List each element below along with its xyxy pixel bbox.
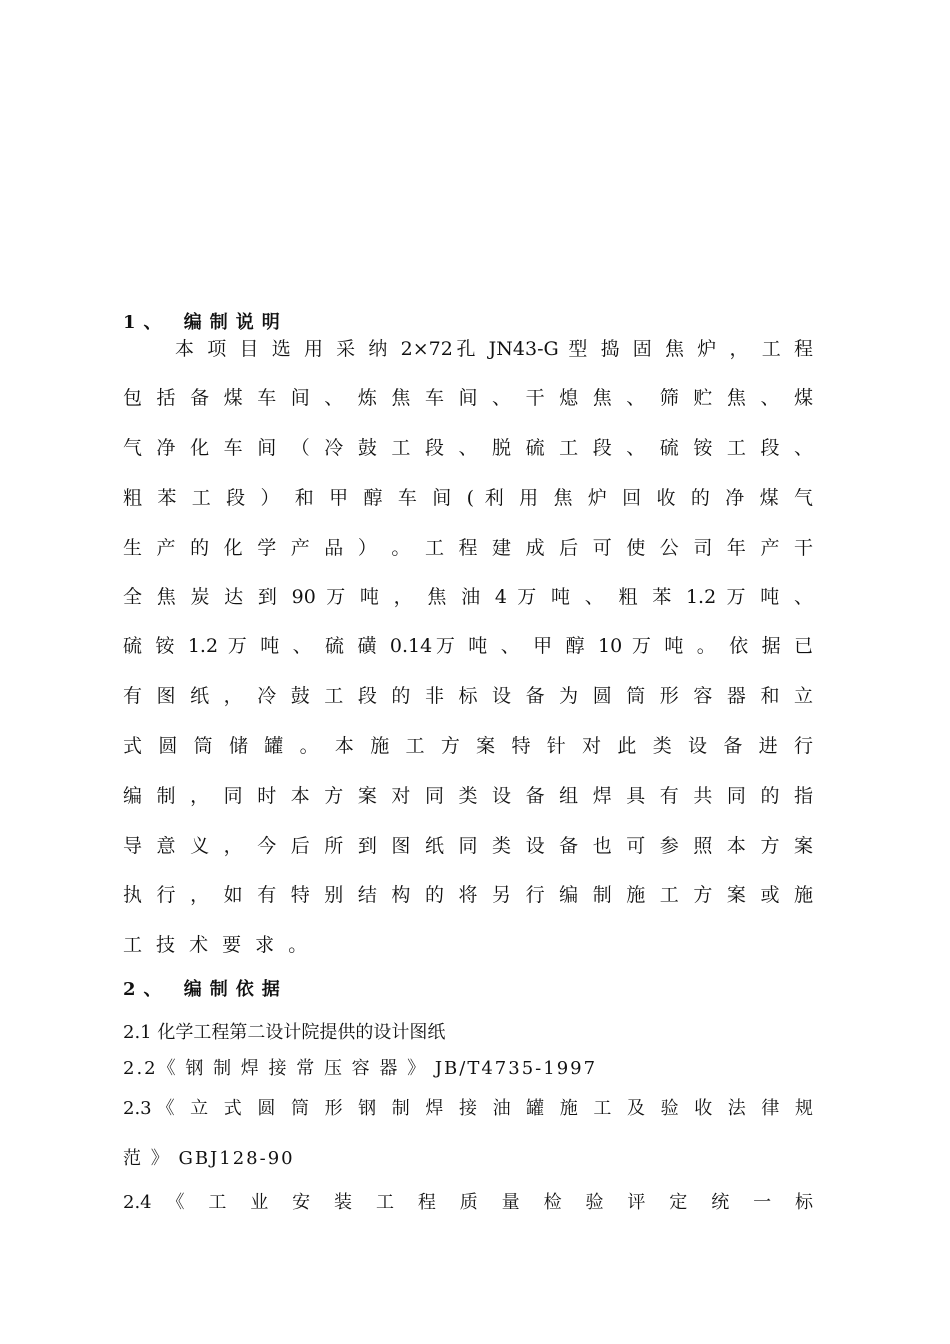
paragraph-line: 工 技 术 要 求 。 [123,934,312,956]
paragraph-line: 生 产 的 化 学 产 品 ） 。 工 程 建 成 后 可 使 公 司 年 产 干 [123,537,813,559]
paragraph-line: 粗 苯 工 段 ） 和 甲 醇 车 间 ( 利 用 焦 炉 回 收 的 净 煤 气 [123,487,813,509]
reference-item: 2.4 《 工 业 安 装 工 程 质 量 检 验 评 定 统 一 标 [123,1192,813,1213]
paragraph-line: 全 焦 炭 达 到 90 万 吨 ， 焦 油 4 万 吨 、 粗 苯 1.2 万 吨 、 [123,586,813,608]
reference-item: 2.1 化学工程第二设计院提供的设计图纸 [123,1022,446,1043]
paragraph-line: 硫 铵 1.2 万 吨 、 硫 磺 0.14万 吨 、 甲 醇 10 万 吨 。 依 据 已 [123,635,813,657]
paragraph-line: 式 圆 筒 储 罐 。 本 施 工 方 案 特 针 对 此 类 设 备 进 行 [123,735,813,757]
paragraph-line: 本 项 目 选 用 采 纳 2×72孔 JN43-G 型 捣 固 焦 炉 ， 工 程 [175,338,813,360]
paragraph-line: 气 净 化 车 间 （ 冷 鼓 工 段 、 脱 硫 工 段 、 硫 铵 工 段 、 [123,437,813,459]
reference-item: 范 》 GBJ128-90 [123,1148,295,1169]
reference-item: 2.2《 钢 制 焊 接 常 压 容 器 》 JB/T4735-1997 [123,1058,598,1079]
paragraph-line: 编 制 ， 同 时 本 方 案 对 同 类 设 备 组 焊 具 有 共 同 的 指 [123,785,813,807]
section-2-heading: 2、 编制依据 [123,979,288,1000]
reference-item: 2.3《 立 式 圆 筒 形 钢 制 焊 接 油 罐 施 工 及 验 收 法 律 规 [123,1098,813,1119]
paragraph-line: 导 意 义 ， 今 后 所 到 图 纸 同 类 设 备 也 可 参 照 本 方 案 [123,835,813,857]
paragraph-line: 执 行 ， 如 有 特 别 结 构 的 将 另 行 编 制 施 工 方 案 或 施 [123,884,813,906]
section-1-heading: 1、 编制说明 [123,312,288,333]
paragraph-line: 有 图 纸 ， 冷 鼓 工 段 的 非 标 设 备 为 圆 筒 形 容 器 和 立 [123,685,813,707]
paragraph-line: 包 括 备 煤 车 间 、 炼 焦 车 间 、 干 熄 焦 、 筛 贮 焦 、 煤 [123,387,813,409]
